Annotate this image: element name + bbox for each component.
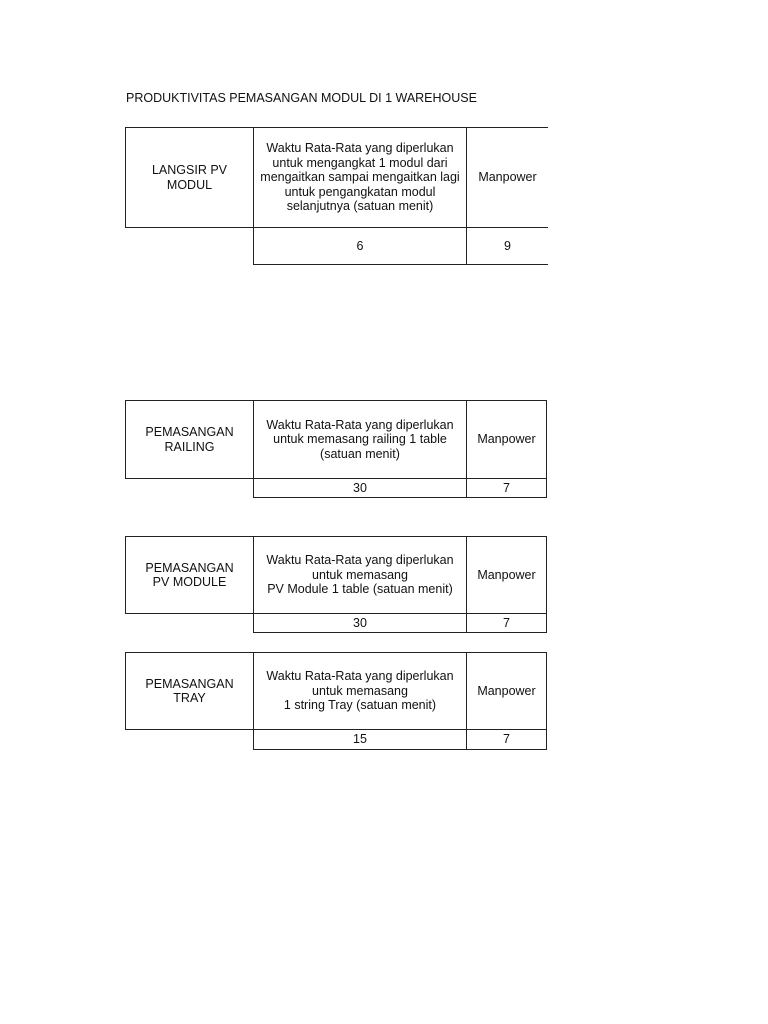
manpower-value-cell: 9 — [466, 227, 548, 265]
task-label-cell: PEMASANGAN RAILING — [125, 400, 254, 479]
manpower-header-cell: Manpower — [466, 400, 547, 479]
task-label-cell: PEMASANGAN TRAY — [125, 652, 254, 730]
manpower-value-cell: 7 — [466, 613, 547, 633]
manpower-header-cell: Manpower — [466, 536, 547, 614]
time-description-cell: Waktu Rata-Rata yang diperlukan untuk memasang railing 1 table (satuan menit) — [253, 400, 467, 479]
time-description-cell: Waktu Rata-Rata yang diperlukan untuk memasang 1 string Tray (satuan menit) — [253, 652, 467, 730]
time-description-cell: Waktu Rata-Rata yang diperlukan untuk mengangkat 1 modul dari mengaitkan sampai mengaitkan lagi untuk pengangkatan modul selanjutnya (satuan menit) — [253, 127, 467, 228]
task-label-cell: LANGSIR PV MODUL — [125, 127, 254, 228]
manpower-value-cell: 7 — [466, 478, 547, 498]
time-value-cell: 30 — [253, 478, 467, 498]
manpower-header-cell: Manpower — [466, 652, 547, 730]
time-value-cell: 6 — [253, 227, 467, 265]
manpower-header-cell: Manpower — [466, 127, 548, 228]
document-title: PRODUKTIVITAS PEMASANGAN MODUL DI 1 WAREHOUSE — [126, 91, 477, 105]
task-label-cell: PEMASANGAN PV MODULE — [125, 536, 254, 614]
time-description-cell: Waktu Rata-Rata yang diperlukan untuk memasang PV Module 1 table (satuan menit) — [253, 536, 467, 614]
time-value-cell: 30 — [253, 613, 467, 633]
time-value-cell: 15 — [253, 729, 467, 750]
manpower-value-cell: 7 — [466, 729, 547, 750]
